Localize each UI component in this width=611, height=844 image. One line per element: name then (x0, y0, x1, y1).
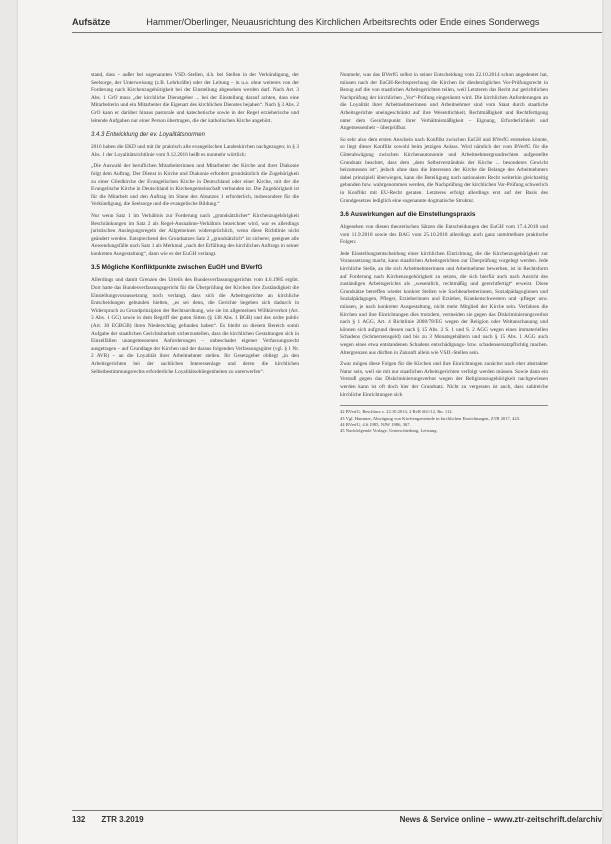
paragraph: Allerdings und damit Grenzen des Urteils des Bundesverfassungsgerichts vom 4.6.1985 ergibt. Dort hatte das Bundesverfassungsgericht für die Überprüfung der Kirchen ihre Zuständigkeit die Einstellungsvoraussetzung noch verlangt, dass sich die Arbeitsgerichte an kirchliche Entscheidungen gebunden hielten, „es sei denn, die Gerichte begeben sich dadurch in Widerspruch zu Grundprinzipien der Rechtsordnung, wie sie im allgemeinen Willkürverbot (Art. 3 Abs. 1 GG) sowie in dem Begriff der guten Sitten (§ 138 Abs. 1 BGB) und des ordre public (Art. 30 EGBGB) ihren Niederschlag gefunden haben“. Es bleibt zu diesem Bereich somit Aufgabe der staatlichen Gerichtsbarkeit sicherzustellen, dass die kirchlichen Gestaltungen sich in Einzelfällen unangemessenen Anforderungen – unbeschadet eigener Verfassungsrecht ausgetragen – auf Grundlage der Kirchen und der daraus folgenden Verfassungsgüter (vgl. § 1 Nr. 2 AVR) – an die Loyalität ihrer Arbeitnehmer stellen. Ihr Gesetzgeber obliegt „in den Arbeitsgerichten bei der sachlichen Interessenlage und deren die kirchlichen Selbstbestimmungsrechts erforderliche Loyalitätsobliegenheiten zu unterwerfen“. (91, 277, 299, 375)
left-column (91, 72, 299, 380)
page-number: 132 (72, 814, 86, 824)
paragraph: Nur wenn Satz 1 im Verhältnis zur Forderung nach „grundsätzlicher“ Kirchenzugehörigkeit Beschränkungen im Satz 2 als Regel-Ausnahme-Verhältnis bezeichnet wird, war es allerdings juristischen Auslegungsregeln der Allgemeinen widersprüchlich, wenn diese Richtlinie nicht geändert werden. Entsprechend des Grundsatzes Satz 2 „grundsätzlich“ ist sicherer, geeignet alle Anwendungsfälle nach Satz 1 als Merkmal „nach der Erfüllung des kirchlichen Auftrags in seiner konkreten Ausgestaltung“, dann wie es der EuGH verlangt. (91, 212, 299, 257)
paragraph: So sehr also dem ersten Anschein nach Konflikt zwischen EuGH und BVerfG entstehen könnte, so liegt dieser Konflikt sowohl beim jetzigen Anlass. Wird nämlich der vom BVerfG für die Güterabwägung zwischen Kirchenautonomie und Arbeitnehmergrundrechten aufgestellte Grundsatz beachtet, dass dem „dem Selbstverständnis der Kirche ... besonderes Gewicht beizumessen ist“, jedoch ohne dass die Interessen der Kirche die Belange des Arbeitnehmers dabei prinzipiell überwiegen, kann die Beteiligung nach nationalem Recht weiterhin gleichzeitig gebunden bzw. wahrgenommen werden, die Nachprüfung der kirchlichen Vor-Prüfung schwerlich in Konflikt mit EU-Recht geraten. Letzteres erfolgt allerdings erst auf der Basis des Grundgesetzes lediglich eine sogenannte dogmatische Struktur. (340, 136, 548, 204)
page-header (72, 12, 602, 33)
footnotes (340, 405, 548, 435)
paragraph: Abgesehen von diesen theoretischen Sätzen die Entscheidungen des EuGH vom 17.4.2018 und vom 11.9.2018 sowie des BAG vom 25.10.2018 allerdings auch ganz unmittelbare praktische Folgen: (340, 224, 548, 246)
running-title: Hammer/Oberlinger, Neuausrichtung des Kirchlichen Arbeitsrechts oder Ende eines Sonderwegs (146, 17, 540, 27)
footnote: 42 BVerfG, Beschluss v. 22.10.2014, 2 BvR 661/12, Rn. 112. (340, 409, 453, 415)
section-heading: 3.5 Mögliche Konfliktpunkte zwischen EuGH und BVerfG (91, 264, 263, 272)
paragraph: stand, dass – außer bei sogenannten VSD.-Stellen, d.h. bei Stellen in der Verkündigung, der Seelsorge, der Unterweisung (z.B. Lehrkräfte) oder der Leitung – in u.a. ohne weiteres von der Forderung nach Kirchenzugehörigkeit bei der Einstellung abgesehen werden darf. Nach Art. 3 Abs. 1 GrO muss „der kirchliche Dienstgeber ... bei der Einstellung darauf achten, dass eine Mitarbeiterin und ein Mitarbeiter die Eigenart des kirchlichen Dienstes bejahen“. Nach § 3 Abs. 2 GrO kann er darüber hinaus pastorale und katechetische sowie in der Regel erzieherische und leitende Aufgaben nur einer Person übertragen, die der katholischen Kirche angehört. (91, 72, 299, 124)
paragraph: Zwar mögen diese Folgen für die Kirchen und ihre Einrichtungen zunächst nach eher abstrakter Natur sein, weil sie mit nur staatlichen Arbeitsgerichten verfolgt werden müssen. Sowie dann ein Verstoß gegen das Diskriminierungsverbot wegen der Religionszugehörigkeit nachgewiesen werden kann ist oft doch hier der Grundsatz. Nicht zu vergessen ist auch, dass zahlreiche kirchliche Einrichtungen sich (340, 361, 548, 398)
footer-left (72, 815, 144, 824)
quotation-paragraph: „Die Auswahl der beruflichen Mitarbeiterinnen und Mitarbeiter der Kirche und ihrer Diakonie folgt dem Auftrag. Der Dienst in Kirche und Diakonie erfordert grundsätzlich die Zugehörigkeit zu einer Gliedkirche der Evangelischen Kirche in Deutschland oder einer Kirche, mit der die Evangelische Kirche in Deutschland in Kirchengemeinschaft verbunden ist. Die Zugehörigkeit ist für die Mitarbeit und den Auftrag im Sinne des Absatzes 1 erforderlich, insbesondere für die Verkündigung, die Seelsorge und die evangelische Bildung.“ (91, 163, 299, 208)
footnote: 45 Nachfolgende Vorlage, Unterschiedung, Leistung. (340, 428, 438, 434)
right-column (340, 72, 548, 435)
section-label: Aufsätze (72, 17, 111, 27)
footnote: 44 BVerfG, 4.6.1985, NJW 1986, 367. (340, 421, 411, 427)
paragraph: 2016 haben die EKD und mit ihr praktisch alle evangelischen Landeskirchen nachgezogen; in § 3 Abs. 1 der Loyalitätsrichtlinie vom 9.12.2016 heißt es nunmehr wörtlich: (91, 144, 299, 158)
paragraph: Nunmehr, was das BVerfG selbst in seiner Entscheidung vom 22.10.2014 schon angedeutet hat, müssen nach der EuGH-Rechtsprechung die Kirchen ihr diesbezügliches Vor-Prüfungsrecht in Bezug auf die von staatlichen Arbeitsgerichten teilen, weil Letzteren das Recht zur gerichtlichen Nachprüfung der kirchlichen „Vor“-Prüfung eingeräumt wird. Die kirchlichen Anforderungen an die Loyalität ihrer Arbeitnehmerinnen und Arbeitnehmer sind vom Staat durch staatliche Arbeitsgerichte uneingeschränkt auf ihre Wesentlichkeit, Rechtmäßigkeit und Rechtfertigung unter dem Gesichtspunkt ihrer Verhältnismäßigkeit – Eignung, Erforderlichkeit und Angemessenheit – überprüfbar. (340, 72, 548, 132)
footnote: 43 Vgl. Hammer, Abwägung von Kirchengemeinde in kirchlichen Einrichtungen, ZTR 2017, 423. (340, 415, 521, 421)
website-link[interactable]: News & Service online – www.ztr-zeitschrift.de/archiv (399, 814, 602, 824)
paragraph: Jede Einstellungsentscheidung einer kirchlichen Einrichtung, die die Kirchenzugehörigkeit zur Voraussetzung macht, kann staatlichen Arbeitsgerichten zur Überprüfung vorgelegt werden. Jede kirchliche Stelle, an die sich Arbeitnehmerinnen und Arbeitnehmer bewerben, ist in Rechtsform auf Forderung nach Kirchenzugehörigkeit zu setzen, die sich hierfür auch nach Ansicht des zuständigen Arbeitsgerichts als „wesentlich, rechtmäßig und gerechtfertigt“ erweist. Diese Grundsätze betreffen wieder konkret Stellen wie Sachbearbeiterinnen, Sozialpädagoginnen und Sozialpädagogen, Pfleger, Erzieherinnen und Erzieher, Krankenschwestern und -pfleger usw. müssen, je nach konkreter Ausgestaltung, nicht mehr Mitglied der Kirche sein. Verfahren die Kirchen und ihre Einrichtungen dies trotzdem, vermeiden sie gegen das Diskriminierungsverbot nach § 1 AGG, Art. 4 Richtlinie 2000/78/EG wegen der Religion oder Weltanschauung und können sich aufgrund dessen nach § 15 Abs. 2 S. 1 und S. 2 AGG wegen eines immateriellen Schadens (Schmerzensgeld) und bis zu 3 Monatsgehältern und nach § 15 Abs. 1 AGG auch wegen eines etwa entstandenen Schadens entschädigungs- bzw. schadensersatzpflichtig machen. Altergrenzen aus dürften in Zukunft allein wie VSD.-Stellen sein. (340, 250, 548, 356)
journal-issue: ZTR 3.2019 (101, 814, 144, 824)
page-footer (72, 810, 602, 827)
subsection-heading: 3.4.3 Entwicklung der ev. Loyalitätsnormen (91, 132, 205, 139)
section-heading: 3.6 Auswirkungen auf die Einstellungspraxis (340, 211, 476, 219)
